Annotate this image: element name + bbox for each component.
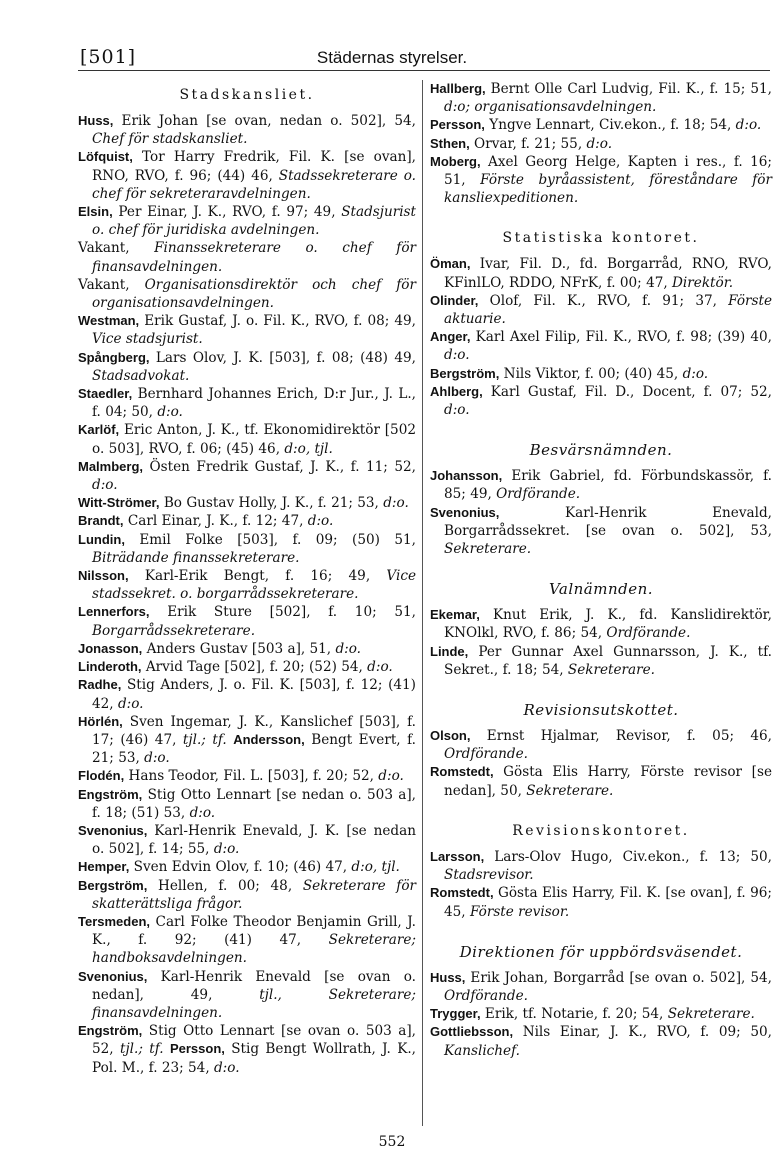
directory-entry — [78, 512, 416, 530]
page-number: 552 — [378, 1134, 406, 1150]
directory-entry — [78, 968, 416, 1023]
entry-role: Sekreterare. — [526, 782, 614, 799]
person-name: Huss, — [430, 969, 466, 985]
directory-entry — [78, 858, 416, 876]
person-name: Johansson, — [430, 468, 503, 484]
person-name: Engström, — [78, 786, 143, 802]
person-name: Persson, — [169, 1041, 225, 1057]
directory-entry — [430, 135, 772, 153]
entry-role: d:o. — [682, 365, 709, 382]
section-title: Besvärsnämnden. — [529, 441, 673, 460]
entry-details: Karl Axel Filip, Fil. K., RVO, f. 98; (39) 40, — [470, 329, 772, 346]
directory-entry — [78, 385, 416, 421]
entry-role: d:o. — [92, 477, 118, 494]
section-title: Direktionen för uppbördsväsendet. — [459, 942, 743, 961]
entry-details: Ernst Hjalmar, Revisor, f. 05; 46, — [470, 728, 772, 745]
person-name: Staedler, — [78, 386, 133, 402]
directory-entry — [430, 383, 772, 419]
entry-details: Gösta Elis Harry, Förste revisor [se nedan], 50, — [444, 764, 772, 799]
entry-role: d:o, tjl. — [351, 859, 400, 876]
entry-details: Carl Einar, J. K., f. 12; 47, — [123, 513, 308, 530]
directory-entry — [430, 292, 772, 328]
directory-entry — [78, 239, 416, 275]
person-name: Löfquist, — [78, 149, 133, 165]
section-spacer — [430, 419, 772, 435]
section-title: Statistiska kontoret. — [502, 230, 700, 247]
entry-role: d:o. — [117, 695, 144, 712]
person-name: Bergström, — [78, 877, 148, 893]
person-name: Hallberg, — [430, 81, 486, 96]
entry-details: Vakant, — [78, 240, 155, 257]
entry-role: Sekreterare. — [667, 1006, 755, 1023]
entry-role: Kanslichef. — [444, 1042, 520, 1059]
person-name: Olson, — [430, 728, 471, 744]
page-reference: [501] — [80, 46, 137, 68]
person-name: Hemper, — [78, 859, 130, 875]
entry-details: Anders Gustav [503 a], 51, — [142, 640, 336, 657]
person-name: Anger, — [430, 329, 471, 345]
person-name: Svenonius, — [430, 504, 500, 520]
entry-role: d:o. — [213, 1059, 240, 1076]
entry-details: Per Gunnar Axel Gunnarsson, J. K., tf. Sekret., f. 18; 54, — [444, 643, 772, 678]
directory-entry — [430, 365, 772, 383]
directory-entry — [430, 80, 772, 116]
entry-role: d:o, tjl. — [284, 440, 333, 457]
entry-role: Borgarrådssekreterare. — [92, 622, 256, 639]
directory-entry — [430, 116, 772, 134]
entry-role: tjl.; tf. — [182, 731, 234, 748]
entry-role: d:o. — [157, 404, 183, 421]
entry-details: Nils Einar, J. K., RVO, f. 09; 50, — [513, 1024, 772, 1041]
directory-entry — [78, 421, 416, 457]
person-name: Brandt, — [78, 513, 124, 529]
person-name: Engström, — [78, 1023, 143, 1039]
entry-role: Ordförande. — [444, 987, 528, 1004]
person-name: Nilsson, — [78, 568, 129, 584]
directory-entry — [78, 913, 416, 968]
person-name: Öman, — [430, 256, 471, 272]
entry-details: Bernhard Johannes Erich, D:r Jur., J. L., f. 04; 50, — [92, 386, 416, 421]
entry-details: Bernt Olle Carl Ludvig, Fil. K., f. 15; 51, — [485, 81, 772, 97]
entry-details: Lars Olov, J. K. [503], f. 08; (48) 49, — [149, 349, 416, 366]
entry-details: Stig Bengt Wollrath, J. K., Pol. M., f. 23; 54, — [92, 1041, 416, 1076]
person-name: Elsin, — [78, 204, 113, 220]
entry-role: Ordförande. — [444, 746, 528, 763]
entry-role: Stadsadvokat. — [92, 367, 190, 384]
entry-details: Erik Johan [se ovan, nedan o. 502], 54, — [113, 113, 416, 129]
directory-entry — [430, 1005, 772, 1023]
directory-entry — [78, 640, 416, 658]
entry-role: Vice stadsjurist. — [92, 331, 203, 348]
entry-role: d:o. — [378, 768, 404, 785]
entry-role: Stadsrevisor. — [444, 867, 534, 884]
entry-details: Nils Viktor, f. 00; (40) 45, — [499, 365, 683, 382]
entry-details: Erik Sture [502], f. 10; 51, — [149, 604, 416, 621]
entry-details: Karl-Henrik Enevald, J. K. [se nedan o. 502], f. 14; 55, — [92, 822, 416, 858]
person-name: Larsson, — [430, 848, 485, 864]
entry-role: Sekreterare. — [567, 661, 656, 678]
entry-details: Axel Georg Helge, Kapten i res., f. 16; 51, — [444, 153, 772, 189]
entry-role: Finanssekreterare o. chef för finansavdelningen. — [92, 240, 417, 275]
entry-role: Organisationsdirektör och chef för organisationsavdelningen. — [92, 276, 416, 312]
person-name: Jonasson, — [78, 640, 143, 656]
person-name: Persson, — [430, 117, 485, 133]
directory-entry — [430, 848, 772, 884]
page-header — [0, 38, 784, 68]
directory-entry — [78, 822, 416, 858]
entry-role: d:o. — [383, 495, 409, 512]
entry-role: tjl.; tf. — [119, 1041, 170, 1058]
entry-role: Direktör. — [672, 274, 734, 291]
entry-details: Karl-Henrik Enevald [se ovan o. nedan], 49, — [92, 968, 416, 1003]
entry-details: Yngve Lennart, Civ.ekon., f. 18; 54, — [484, 117, 736, 134]
person-name: Spångberg, — [78, 349, 150, 365]
entry-role: tjl., Sekreterare; finansavdelningen. — [92, 986, 417, 1021]
entry-role: d:o. — [735, 117, 762, 134]
section-spacer — [430, 207, 772, 223]
directory-entry — [78, 603, 416, 639]
entry-details: Eric Anton, J. K., tf. Ekonomidirektör [502 o. 503], RVO, f. 06; (45) 46, — [92, 422, 416, 457]
person-name: Westman, — [78, 313, 140, 329]
directory-entry — [430, 643, 772, 679]
entry-role: Förste revisor. — [469, 903, 570, 920]
section-title: Revisionskontoret. — [512, 822, 690, 839]
entry-role: Vice stadssekret. o. borgarrådssekreterare. — [92, 568, 416, 603]
entry-role: d:o. — [367, 659, 393, 676]
entry-details: Orvar, f. 21; 55, — [469, 135, 587, 152]
person-name: Romstedt, — [430, 885, 494, 901]
person-name: Lennerfors, — [78, 604, 150, 620]
entry-details: Hans Teodor, Fil. L. [503], f. 20; 52, — [124, 768, 379, 785]
entry-role: d:o. — [144, 750, 170, 767]
entry-role: Stadsjurist o. chef för juridiska avdelningen. — [92, 204, 416, 239]
entry-details: Vakant, — [78, 276, 145, 293]
person-name: Moberg, — [430, 153, 481, 169]
section-title: Valnämnden. — [548, 580, 654, 599]
directory-entry — [430, 969, 772, 1005]
entry-details: Sven Ingemar, J. K., Kanslichef [503], f. 17; (46) 47, — [92, 713, 416, 748]
directory-entry — [78, 458, 416, 494]
entry-role: Sekreterare; handboksavdelningen. — [92, 932, 416, 967]
person-name: Tersmeden, — [78, 913, 151, 929]
person-name: Lundin, — [78, 531, 125, 547]
directory-entry — [430, 467, 772, 503]
entry-details: Olof, Fil. K., RVO, f. 91; 37, — [478, 292, 729, 309]
entry-details: Arvid Tage [502], f. 20; (52) 54, — [141, 659, 368, 676]
running-title: Städernas styrelser. — [316, 48, 468, 67]
section-spacer — [430, 558, 772, 574]
directory-entry — [430, 153, 772, 208]
entry-details: Stig Anders, J. o. Fil. K. [503], f. 12; (41) 42, — [92, 677, 416, 712]
entry-role: Chef för stadskansliet. — [92, 131, 248, 148]
entry-details: Karl-Henrik Enevald, Borgarrådssekret. [se ovan o. 502], 53, — [444, 504, 772, 539]
person-name: Ekemar, — [430, 607, 480, 623]
person-name: Radhe, — [78, 677, 122, 693]
directory-entry — [430, 1023, 772, 1059]
header-rule — [78, 70, 770, 71]
entry-details: Karl-Erik Bengt, f. 16; 49, — [128, 568, 387, 585]
entry-role: d:o. — [586, 135, 613, 152]
directory-entry — [430, 727, 772, 763]
directory-entry — [430, 328, 772, 364]
person-name: Witt-Strömer, — [78, 495, 160, 511]
person-name: Svenonius, — [78, 822, 148, 838]
directory-entry — [78, 567, 416, 603]
section-spacer — [430, 800, 772, 816]
left-column — [78, 80, 416, 1077]
directory-entry — [78, 767, 416, 785]
directory-entry — [78, 203, 416, 239]
entry-details: Bengt Evert, f. 21; 53, — [92, 731, 416, 767]
person-name: Flodén, — [78, 768, 125, 784]
entry-role: d:o. — [189, 804, 216, 821]
entry-details: Hellen, f. 00; 48, — [147, 877, 303, 894]
directory-entry — [430, 606, 772, 642]
entry-role: d:o. — [444, 347, 470, 364]
entry-details: Knut Erik, J. K., fd. Kanslidirektör, KNOlkl, RVO, f. 86; 54, — [444, 607, 772, 642]
person-name: Bergström, — [430, 365, 500, 381]
directory-entry — [78, 531, 416, 567]
directory-entry — [78, 786, 416, 822]
section-title: Stadskansliet. — [179, 87, 315, 103]
entry-details: Stig Otto Lennart [se nedan o. 503 a], f. 18; (51) 53, — [92, 786, 416, 821]
section-spacer — [430, 921, 772, 937]
directory-entry — [78, 112, 416, 148]
entry-details: Gösta Elis Harry, Fil. K. [se ovan], f. 96; 45, — [444, 885, 772, 920]
entry-role: Stadssekreterare o. chef för sekreteraravdelningen. — [92, 167, 416, 202]
entry-role: d:o. — [307, 513, 334, 530]
entry-role: Förste aktuarie. — [444, 292, 772, 328]
entry-role: Ordförande. — [606, 625, 691, 642]
entry-details: Erik Gustaf, J. o. Fil. K., RVO, f. 08; 49, — [139, 313, 416, 330]
entry-role: Ordförande. — [496, 486, 581, 503]
entry-role: d:o. — [444, 402, 470, 419]
directory-entry — [78, 312, 416, 348]
entry-details: Stig Otto Lennart [se ovan o. 503 a], 52, — [92, 1023, 416, 1058]
person-name: Gottliebsson, — [430, 1024, 514, 1040]
person-name: Olinder, — [430, 292, 479, 308]
entry-role: d:o; organisationsavdelningen. — [444, 99, 657, 116]
entry-role: Förste byråassistent, föreståndare för kansliexpeditionen. — [444, 172, 772, 207]
entry-role: Sekreterare. — [444, 541, 532, 558]
entry-details: Lars-Olov Hugo, Civ.ekon., f. 13; 50, — [484, 848, 772, 865]
directory-entry — [78, 276, 416, 312]
entry-details: Emil Folke [503], f. 09; (50) 51, — [124, 531, 416, 548]
person-name: Hörlén, — [78, 713, 123, 729]
person-name: Romstedt, — [430, 764, 494, 780]
person-name: Karlöf, — [78, 422, 120, 438]
directory-entry — [78, 713, 416, 768]
entry-details: Erik Gabriel, fd. Förbundskassör, f. 85; 49, — [444, 468, 772, 503]
directory-entry — [78, 1022, 416, 1077]
directory-entry — [78, 676, 416, 712]
entry-details: Bo Gustav Holly, J. K., f. 21; 53, — [159, 495, 384, 512]
person-name: Malmberg, — [78, 458, 144, 474]
entry-role: Biträdande finanssekreterare. — [92, 549, 300, 566]
person-name: Andersson, — [233, 731, 305, 747]
section-title: Revisionsutskottet. — [523, 701, 679, 720]
entry-details: Erik, tf. Notarie, f. 20; 54, — [480, 1006, 668, 1023]
directory-entry — [430, 884, 772, 920]
directory-entry — [430, 763, 772, 799]
directory-entry — [430, 504, 772, 559]
directory-entry — [430, 255, 772, 291]
directory-entry — [78, 148, 416, 203]
directory-entry — [78, 494, 416, 512]
entry-details: Karl Gustaf, Fil. D., Docent, f. 07; 52, — [482, 383, 772, 400]
right-column — [430, 80, 772, 1060]
person-name: Linde, — [430, 643, 469, 659]
directory-entry — [78, 349, 416, 385]
entry-details: Erik Johan, Borgarråd [se ovan o. 502], 54, — [465, 969, 772, 986]
person-name: Huss, — [78, 113, 114, 128]
person-name: Linderoth, — [78, 659, 142, 675]
entry-details: Tor Harry Fredrik, Fil. K. [se ovan], RNO, RVO, f. 96; (44) 46, — [92, 149, 416, 184]
entry-details: Carl Folke Theodor Benjamin Grill, J. K., f. 92; (41) 47, — [92, 913, 416, 949]
person-name: Sthen, — [430, 135, 470, 151]
person-name: Svenonius, — [78, 968, 148, 984]
entry-details: Ivar, Fil. D., fd. Borgarråd, RNO, RVO, KFinlLO, RDDO, NFrK, f. 00; 47, — [444, 256, 772, 291]
person-name: Trygger, — [430, 1006, 481, 1022]
entry-role: d:o. — [335, 640, 362, 657]
directory-entry — [78, 658, 416, 676]
person-name: Ahlberg, — [430, 383, 483, 399]
entry-details: Sven Edvin Olov, f. 10; (46) 47, — [129, 859, 352, 876]
column-divider — [422, 80, 423, 1126]
entry-details: Per Einar, J. K., RVO, f. 97; 49, — [112, 204, 342, 221]
entry-role: Sekreterare för skatterättsliga frågor. — [92, 877, 417, 912]
entry-details: Östen Fredrik Gustaf, J. K., f. 11; 52, — [143, 458, 416, 475]
directory-entry — [78, 877, 416, 913]
section-spacer — [430, 679, 772, 695]
entry-role: d:o. — [213, 841, 240, 858]
